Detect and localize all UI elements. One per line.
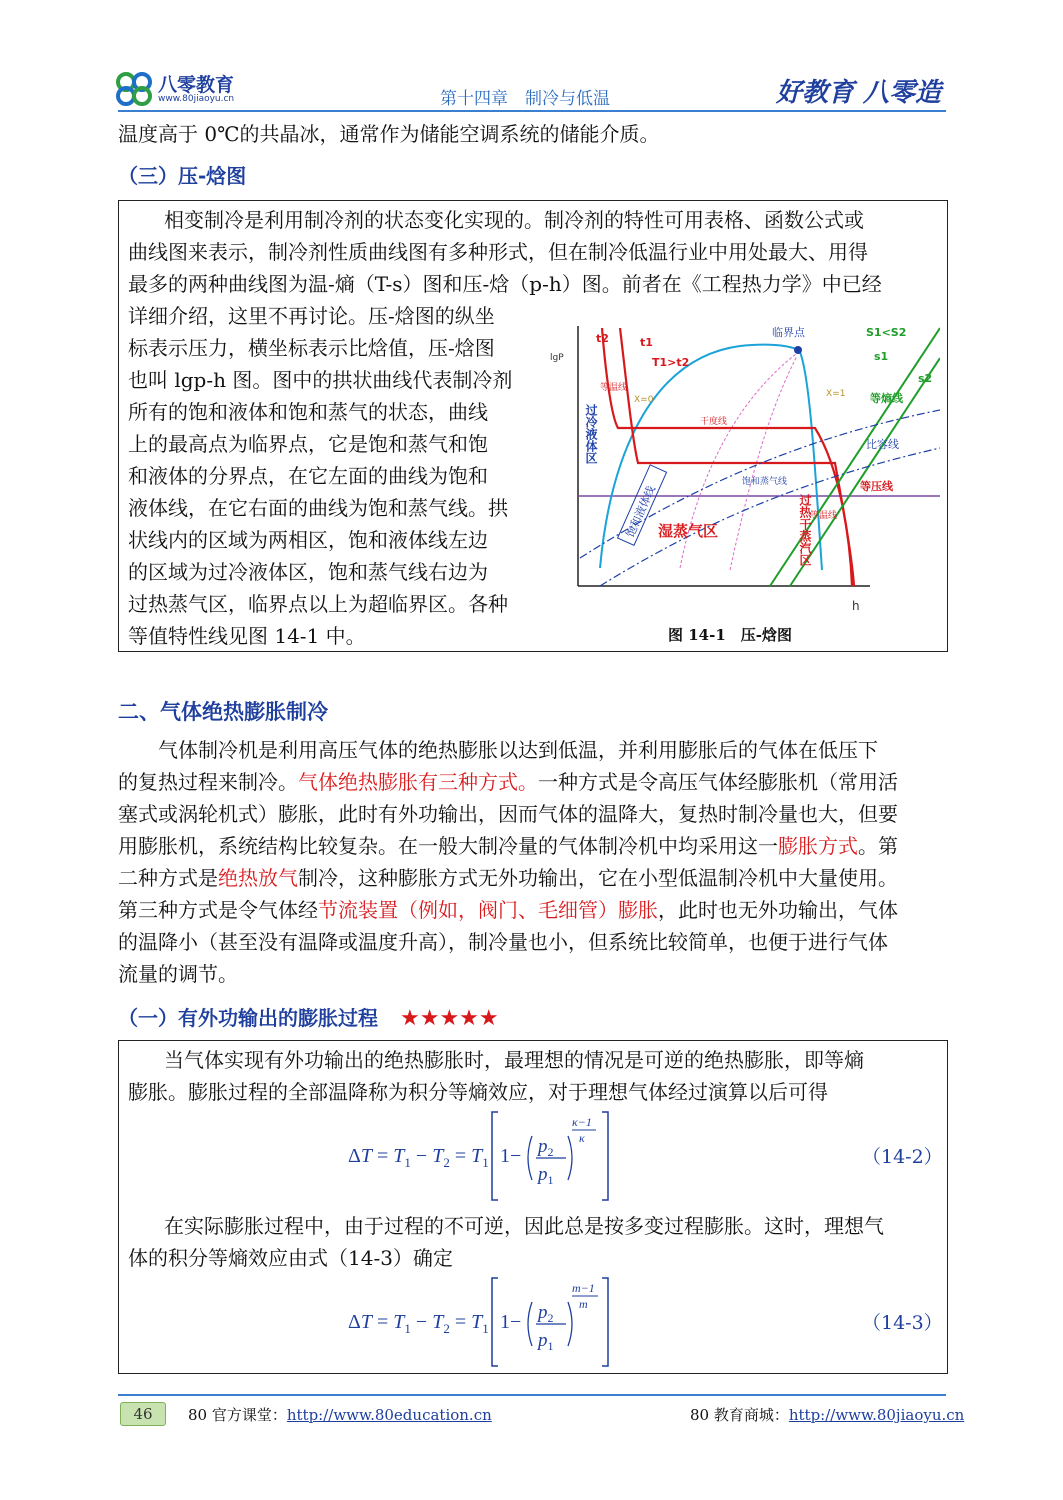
s1b-line: 膨胀。膨胀过程的全部温降称为积分等熵效应，对于理想气体经过演算以后可得 <box>128 1080 828 1104</box>
slogan: 好教育 八零造 <box>776 78 942 108</box>
equation-number: （14-3） <box>862 1312 943 1334</box>
equation-number: （14-2） <box>862 1146 943 1168</box>
equation-14-2-body <box>346 1108 616 1204</box>
s3-line: 最多的两种曲线图为温-熵（T-s）图和压-焓（p-h）图。前者在《工程热力学》中已经 <box>128 272 882 296</box>
section-title-gas-expansion: 二、气体绝热膨胀制冷 <box>118 700 328 724</box>
page-number: 46 <box>120 1402 166 1426</box>
equation-14-3-body <box>346 1274 616 1370</box>
label-dryness: 干度线 <box>700 417 728 427</box>
label-isochore: 比容线 <box>866 438 899 451</box>
section-title-pressure-enthalpy: （三）压-焓图 <box>118 164 247 188</box>
logo-text: 八零教育 <box>158 74 235 96</box>
s3-line: 上的最高点为临界点，它是饱和蒸气和饱 <box>128 432 488 456</box>
label-isotherm2: 等温线 <box>810 511 838 521</box>
s1b-line: 体的积分等熵效应由式（14-3）确定 <box>128 1246 453 1270</box>
label-t1gt2: T1>t2 <box>652 356 690 369</box>
label-s1: s1 <box>874 350 889 363</box>
eq2-exp-num: m−1 <box>572 1281 595 1295</box>
s1b-line: 当气体实现有外功输出的绝热膨胀时，最理想的情况是可逆的绝热膨胀，即等熵 <box>124 1048 864 1072</box>
s2-line: 第三种方式是令气体经节流装置（例如，阀门、毛细管）膨胀，此时也无外功输出，气体 <box>118 898 898 922</box>
s3-line: 和液体的分界点，在它左面的曲线为饱和 <box>128 464 488 488</box>
figure-caption: 图 14-1 压-焓图 <box>668 626 792 644</box>
eq1-exp-den: κ <box>579 1131 585 1145</box>
svg-text:1−: 1− <box>500 1311 522 1333</box>
eq1-exp-num: κ−1 <box>572 1115 592 1129</box>
label-isentrope: 等熵线 <box>870 392 903 405</box>
s2-line: 气体制冷机是利用高压气体的绝热膨胀以达到低温，并利用膨胀后的气体在低压下 <box>118 738 878 762</box>
s3-line: 过热蒸气区，临界点以上为超临界区。各种 <box>128 592 508 616</box>
label-superheated: 过热干蒸汽区 <box>798 494 812 566</box>
label-wet-region: 湿蒸气区 <box>658 522 719 540</box>
label-isobar: 等压线 <box>860 480 893 493</box>
svg-text:1−: 1− <box>500 1145 522 1167</box>
label-t1: t1 <box>640 336 653 349</box>
s3-line: 标表示压力，横坐标表示比焓值，压-焓图 <box>128 336 495 360</box>
pressure-enthalpy-diagram <box>540 318 940 618</box>
s3-line: 相变制冷是利用制冷剂的状态变化实现的。制冷剂的特性可用表格、函数公式或 <box>124 208 864 232</box>
s2-line: 的温降小（甚至没有温降或温度升高），制冷量也小，但系统比较简单，也便于进行气体 <box>118 930 888 954</box>
svg-text:p2: $p_2$ <box>538 1302 554 1325</box>
s2-line: 用膨胀机，系统结构比较复杂。在一般大制冷量的气体制冷机中均采用这一膨胀方式。第 <box>118 834 898 858</box>
chapter-title: 第十四章 制冷与低温 <box>440 89 610 109</box>
svg-text:ΔT = T1 − T2 = T1: $\Delta T = T_1 - T_2 = T_1$ <box>348 1145 489 1170</box>
s3-line: 液体线，在它右面的曲线为饱和蒸气线。拱 <box>128 496 508 520</box>
label-subcooled: 过冷液体区 <box>584 404 598 464</box>
footer-right-link[interactable]: http://www.80jiaoyu.cn <box>788 1406 965 1424</box>
label-critical: 临界点 <box>772 326 805 339</box>
svg-text:ΔT = T1 − T2 = T1: $\Delta T = T_1 - T_2 = T_1$ <box>348 1311 489 1336</box>
section-title-work-output: （一）有外功输出的膨胀过程 ★★★★★ <box>118 1006 499 1031</box>
logo-icon <box>116 72 156 106</box>
header-rule <box>118 110 946 112</box>
s2-line: 塞式或涡轮机式）膨胀，此时有外功输出，因而气体的温降大，复热时制冷量也大，但要 <box>118 802 898 826</box>
s3-line: 状线内的区域为两相区，饱和液体线左边 <box>128 528 488 552</box>
label-s1lts2: S1<S2 <box>866 326 907 339</box>
rating-stars: ★★★★★ <box>400 1006 499 1031</box>
s2-line: 二种方式是绝热放气制冷，这种膨胀方式无外功输出，它在小型低温制冷机中大量使用。 <box>118 866 898 890</box>
label-isotherm: 等温线 <box>600 383 628 393</box>
svg-text:p1: $p_1$ <box>538 1330 554 1353</box>
svg-text:p1: $p_1$ <box>538 1164 554 1187</box>
footer-left-link[interactable]: http://www.80education.cn <box>286 1406 492 1424</box>
label-s2: s2 <box>918 372 933 385</box>
label-sat-liquid: 饱和液体线 <box>623 483 658 540</box>
footer-rule <box>118 1394 946 1396</box>
label-x0: X=0 <box>634 395 654 405</box>
critical-point <box>794 346 802 354</box>
s3-line: 也叫 lgp-h 图。图中的拱状曲线代表制冷剂 <box>128 368 513 392</box>
label-sat-vapor: 饱和蒸气线 <box>742 477 788 487</box>
x-axis-label: h <box>852 599 860 613</box>
logo-url: www.80jiaoyu.cn <box>158 94 235 104</box>
s3-line: 曲线图来表示，制冷剂性质曲线图有多种形式，但在制冷低温行业中用处最大、用得 <box>128 240 868 264</box>
label-x1: X=1 <box>826 389 846 399</box>
s3-line: 详细介绍，这里不再讨论。压-焓图的纵坐 <box>128 304 495 328</box>
s1b-line: 在实际膨胀过程中，由于过程的不可逆，因此总是按多变过程膨胀。这时，理想气 <box>124 1214 884 1238</box>
s2-line: 流量的调节。 <box>118 962 238 986</box>
s3-line: 所有的饱和液体和饱和蒸气的状态，曲线 <box>128 400 488 424</box>
y-axis-label: lgP <box>550 353 564 363</box>
s3-line: 等值特性线见图 14-1 中。 <box>128 624 366 648</box>
s2-line: 的复热过程来制冷。气体绝热膨胀有三种方式。一种方式是令高压气体经膨胀机（常用活 <box>118 770 898 794</box>
s3-line: 的区域为过冷液体区，饱和蒸气线右边为 <box>128 560 488 584</box>
footer-left: 80 官方课堂：http://www.80education.cn <box>188 1406 492 1424</box>
footer-right: 80 教育商城：http://www.80jiaoyu.cn <box>690 1406 965 1424</box>
intro-line: 温度高于 0℃的共晶冰，通常作为储能空调系统的储能介质。 <box>118 122 660 146</box>
label-t2: t2 <box>596 332 609 345</box>
isentrope-s1 <box>770 328 940 586</box>
eq2-exp-den: m <box>579 1297 588 1311</box>
svg-text:p2: $p_2$ <box>538 1136 554 1159</box>
